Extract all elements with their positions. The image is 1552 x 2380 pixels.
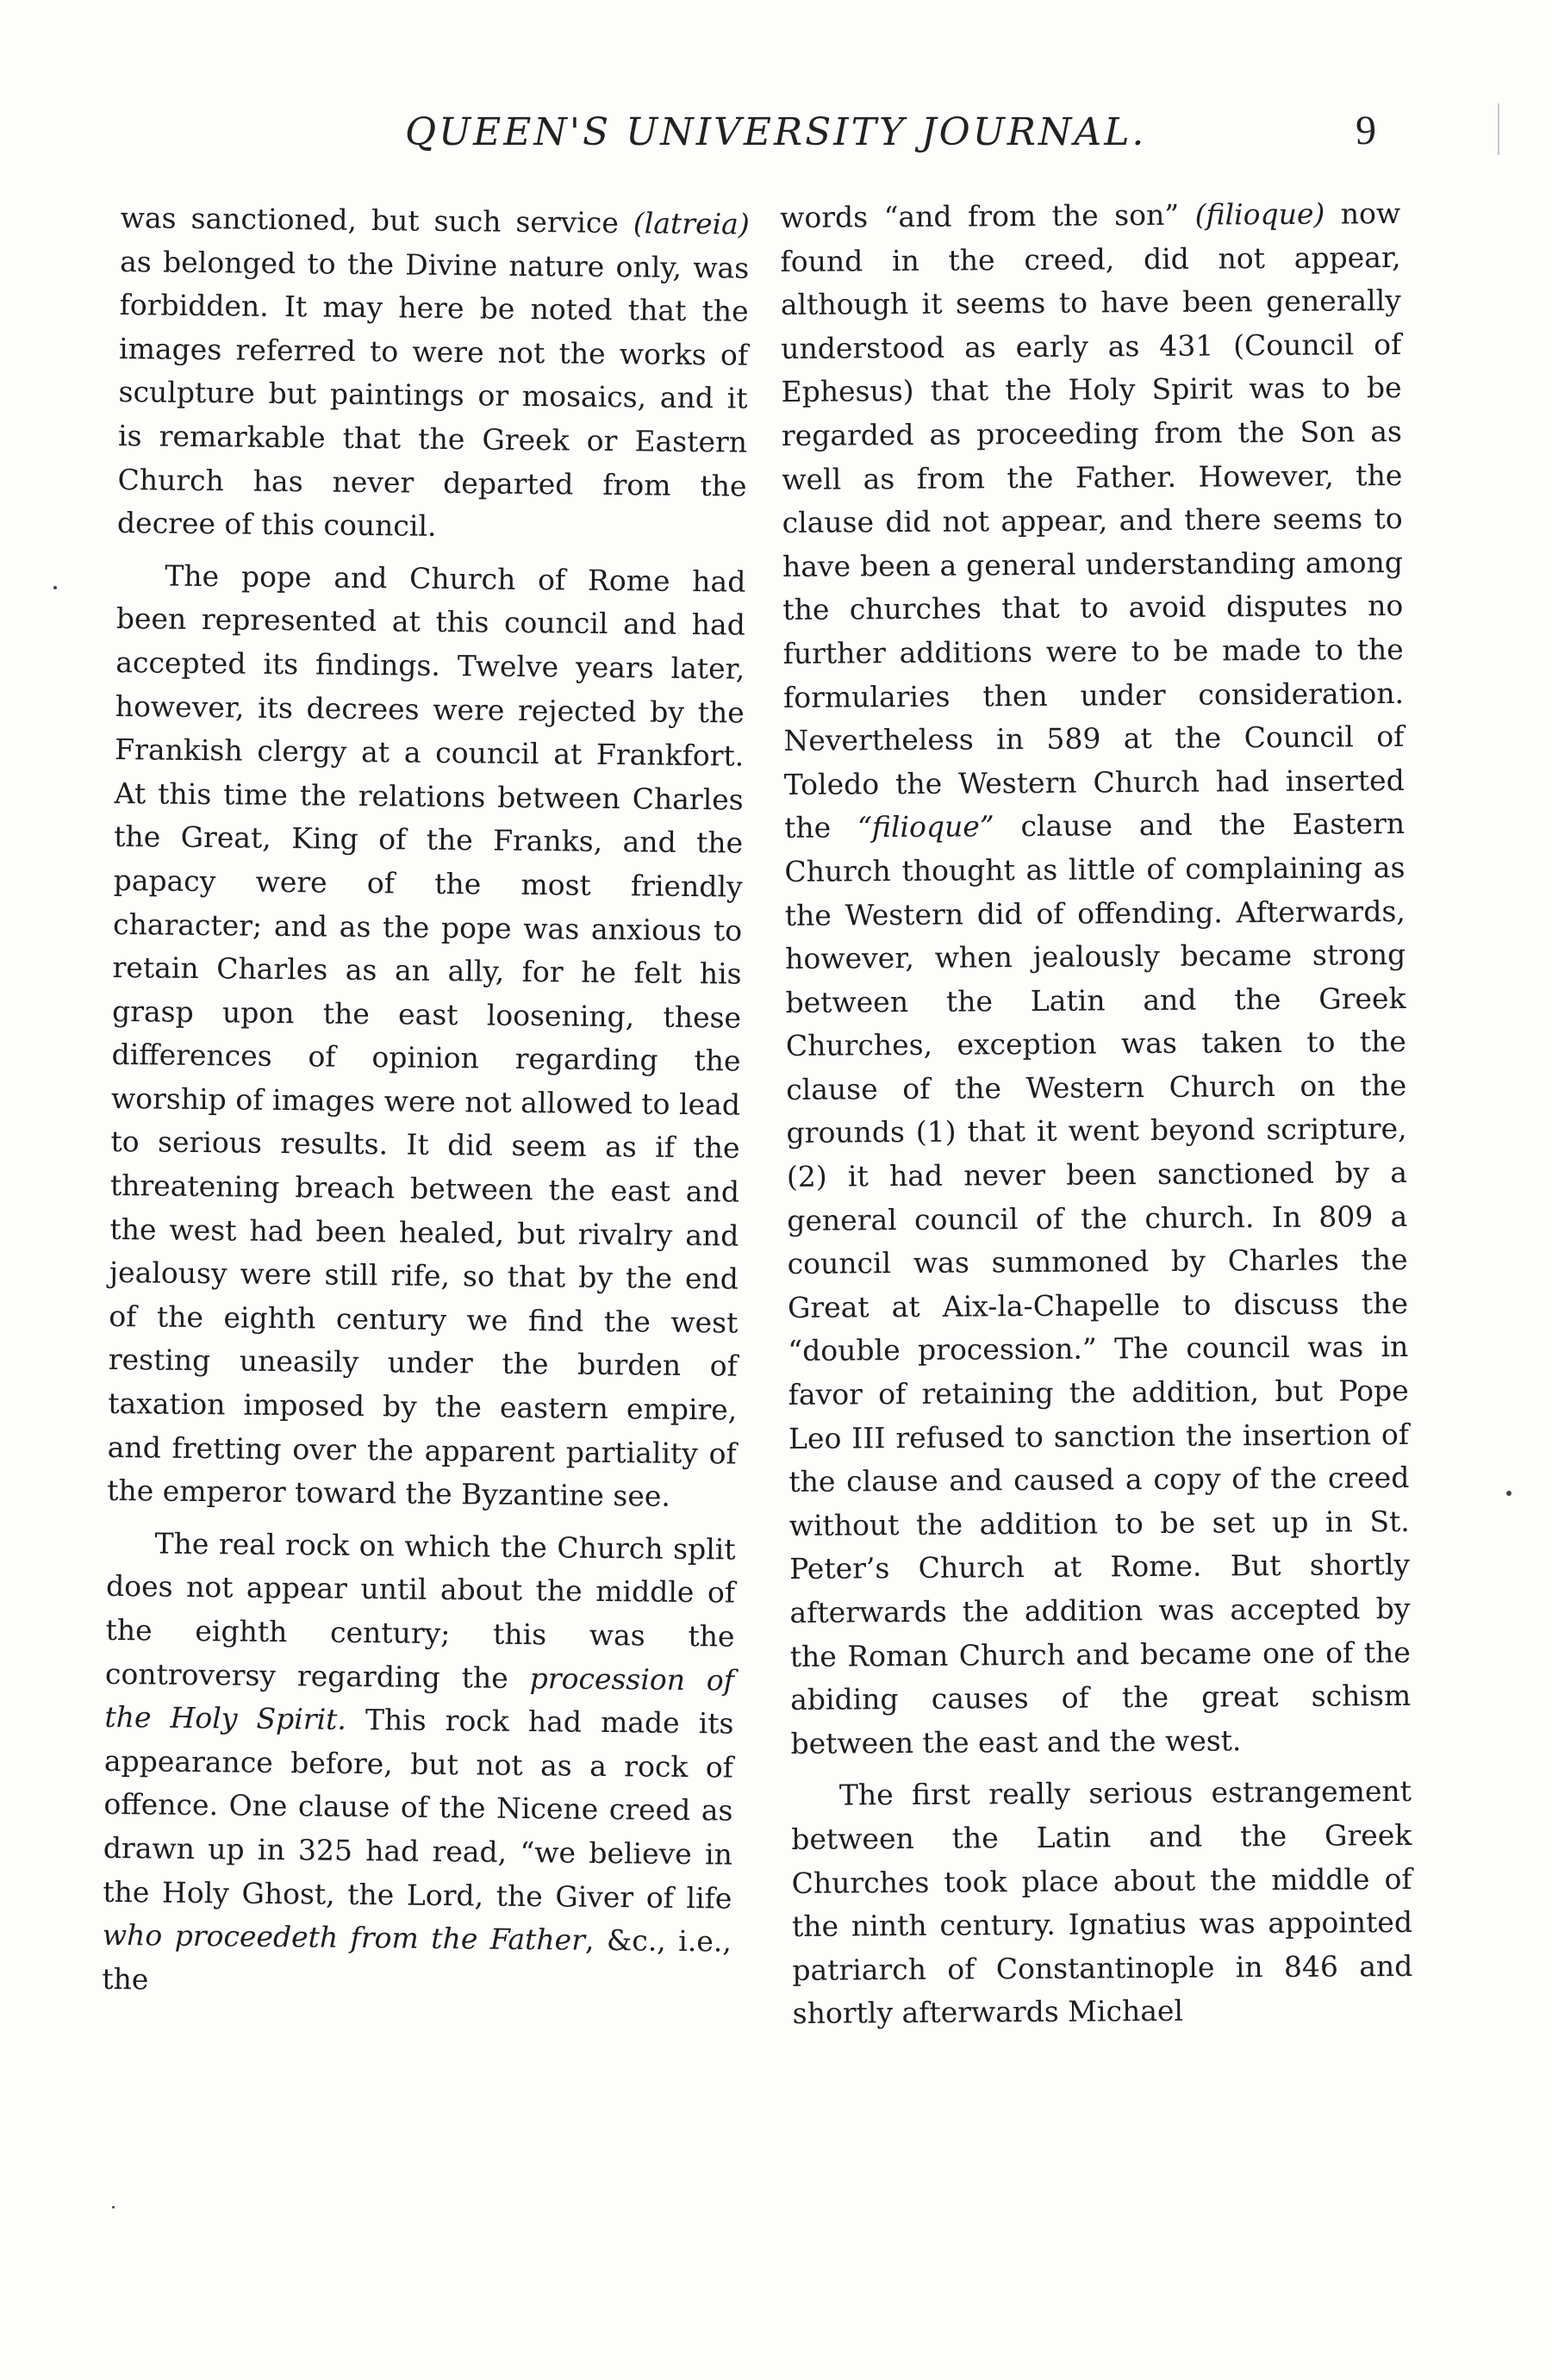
right-paragraph-1 — [780, 192, 1412, 1766]
text-run: clause and the Eastern Church thought as little of complaining as the Western did of offending. Afterwards, however, when jealously became strong between the Latin and the Greek Churches, exception was taken to the clause of the Western Church on the grounds (1) that it went beyond scripture, (2) it had never been sanctioned by a general council of the church. In 809 a council was summoned by Charles the Great at Aix-la-Chapelle to discuss the “double procession.” The council was in favor of retaining the addition, but Pope Leo III refused to sanction the insertion of the clause and caused a copy of the creed without the addition to be set up in St. Peter’s Church at Rome. But shortly afterwards the addition was accepted by the Roman Church and became one of the abiding causes of the great schism between the east and the west. — [784, 807, 1412, 1760]
right-paragraph-2 — [791, 1770, 1413, 2036]
text-run: now found in the creed, did not appear, although it seems to have been generally understood as early as 431 (Council of Ephesus) that the Holy Spirit was to be regarded as proceeding from the Son as well as from the Father. However, the clause did not appear, and there seems to have been a general understanding among the churches that to avoid disputes no further additions were to be made to the formularies then under consideration. Nevertheless in 589 at the Council of Toledo the Western Church had inserted the — [780, 196, 1405, 845]
page-number: 9 — [1356, 108, 1376, 153]
left-paragraph-3 — [102, 1522, 736, 2008]
text-run: This rock had made its appearance before, but not as a rock of offence. One clause of the Nicene creed as drawn up in 325 had read, “we believe in the Holy Ghost, the Lord, the Giver of life — [103, 1703, 734, 1916]
text-run: The real rock on which the Church split does not appear until about the middle of the eighth century; this was the controversy regarding the — [104, 1526, 736, 1695]
text-run: words “and from the son” — [780, 197, 1195, 234]
left-column — [102, 196, 750, 2016]
text-run: The pope and Church of Rome had been represented at this council and had accepted its findings. Twelve years later, however, its decrees were rejected by the Frankish clergy at a council at Frankfort. At this time the relations between Charles the Great, King of the Franks, and the papacy were of the most friendly character; and as the pope was anxious to retain Charles as an ally, for he felt his grasp upon the east loosening, these differences of opinion regarding the worship of images were not allowed to lead to serious results. It did seem as if the threatening breach between the east and the west had been healed, but rivalry and jealousy were still rife, so that by the end of the eighth century we find the west resting uneasily under the burden of taxation imposed by the eastern empire, and fretting over the apparent partiality of the emperor toward the Byzantine see. — [107, 558, 746, 1513]
ink-speck — [112, 2206, 115, 2209]
left-paragraph-2 — [107, 554, 746, 1520]
italic-text-run: (latreia) — [633, 206, 750, 241]
running-head: QUEEN'S UNIVERSITY JOURNAL. — [405, 110, 1147, 154]
ink-speck — [1506, 1491, 1511, 1496]
italic-text-run: procession of the Holy Spirit. — [104, 1660, 735, 1737]
italic-text-run: “filioque” — [857, 809, 994, 844]
text-run: The first really serious estrangement between the Latin and the Greek Churches took place about the middle of the ninth century. Ignatius was appointed patriarch of Constantinople in 846 and shortly afterwards Michael — [791, 1774, 1413, 2031]
text-run: as belonged to the Divine nature only, was forbidden. It may here be noted that the images referred to were not the works of sculpture but paintings or mosaics, and it is remarkable that the Greek or Eastern Church has never departed from the decree of this council. — [116, 244, 750, 544]
text-run: , &c., i.e., the — [102, 1922, 732, 1997]
italic-text-run: (filioque) — [1194, 196, 1325, 232]
scan-edge-mark — [1498, 103, 1499, 155]
left-paragraph-1 — [117, 196, 750, 551]
right-column — [780, 192, 1413, 2045]
italic-text-run: who proceedeth from the Father — [102, 1918, 586, 1957]
text-run: was sanctioned, but such service — [120, 200, 634, 240]
ink-speck — [53, 586, 57, 589]
